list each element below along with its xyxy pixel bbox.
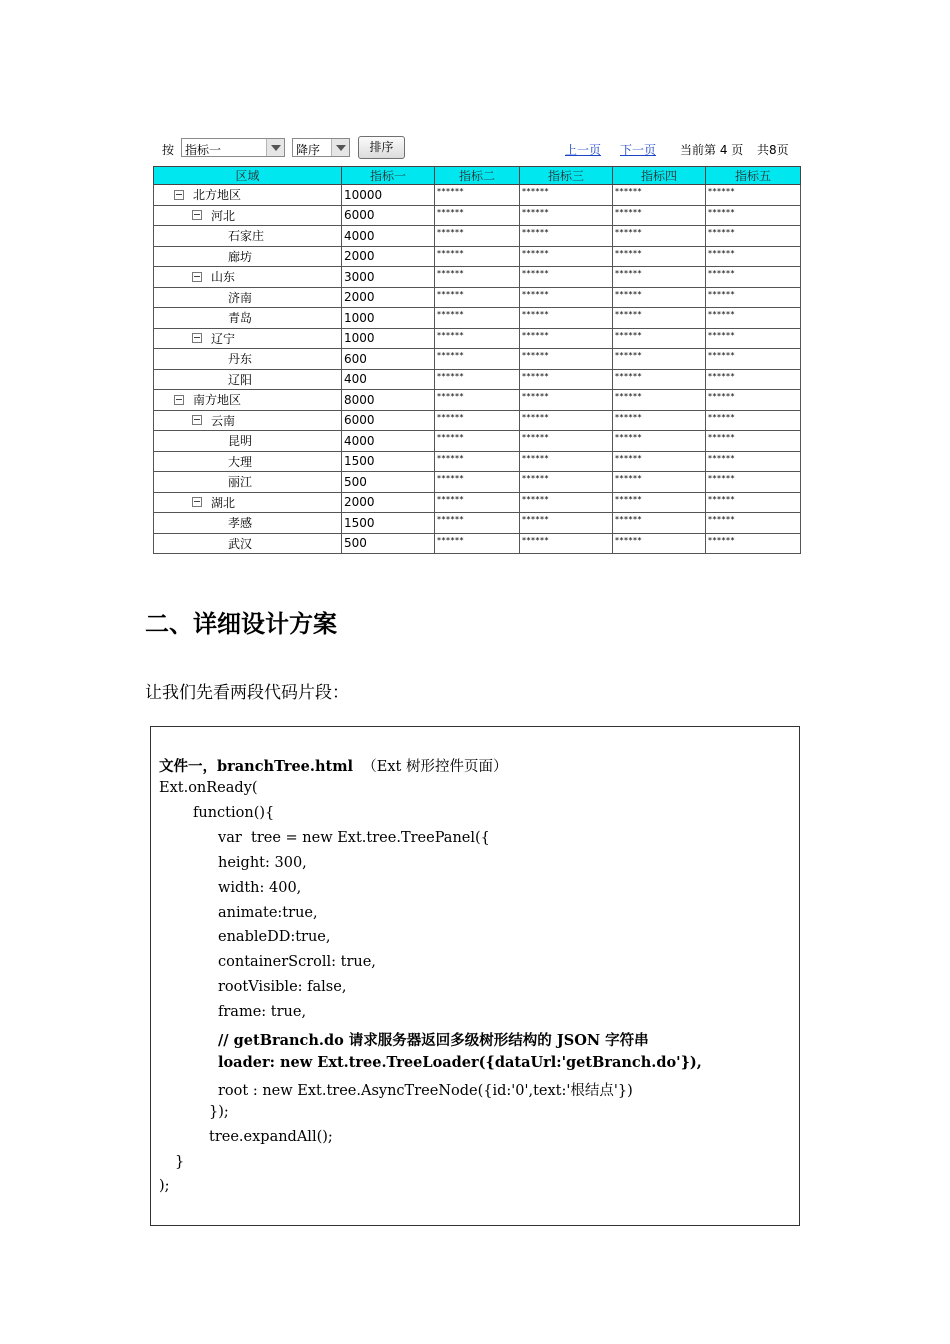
metric-cell: ****** (520, 349, 613, 370)
section-heading: 二、详细设计方案 (145, 609, 337, 638)
table-row[interactable] (154, 349, 801, 370)
code-line: var tree = new Ext.tree.TreePanel({ (218, 829, 490, 846)
metric-cell: ****** (706, 226, 801, 247)
metric-cell: ****** (435, 349, 520, 370)
metric-cell: ****** (706, 349, 801, 370)
sort-field-value: 指标一 (185, 143, 222, 157)
region-cell[interactable] (154, 246, 342, 267)
collapse-toggle-icon[interactable] (192, 333, 202, 343)
metric-cell: ****** (706, 492, 801, 513)
collapse-toggle-icon[interactable] (192, 272, 202, 282)
metric-cell: ****** (613, 205, 706, 226)
region-name: 云南 (211, 413, 236, 428)
metric-cell: ****** (613, 431, 706, 452)
metric-cell: ****** (613, 185, 706, 206)
metric-cell: 4000 (342, 226, 435, 247)
column-header[interactable]: 指标二 (435, 167, 520, 185)
region-cell[interactable] (154, 369, 342, 390)
metric-cell: ****** (435, 287, 520, 308)
metric-cell: ****** (435, 451, 520, 472)
region-cell[interactable] (154, 205, 342, 226)
region-cell[interactable] (154, 472, 342, 493)
metric-cell: ****** (520, 533, 613, 554)
metric-cell: ****** (520, 267, 613, 288)
tree-grid (153, 166, 801, 554)
metric-cell: ****** (435, 308, 520, 329)
code-line: containerScroll: true, (218, 954, 376, 971)
metric-cell: ****** (520, 287, 613, 308)
metric-cell: ****** (706, 513, 801, 534)
column-header[interactable]: 指标四 (613, 167, 706, 185)
code-line: animate:true, (218, 904, 318, 921)
metric-cell: ****** (435, 513, 520, 534)
metric-cell: ****** (613, 287, 706, 308)
collapse-toggle-icon[interactable] (192, 415, 202, 425)
metric-cell: 3000 (342, 267, 435, 288)
region-name: 大理 (228, 454, 253, 469)
region-cell[interactable] (154, 410, 342, 431)
metric-cell: ****** (435, 267, 520, 288)
collapse-toggle-icon[interactable] (174, 190, 184, 200)
metric-cell: ****** (613, 390, 706, 411)
column-header[interactable]: 指标五 (706, 167, 801, 185)
metric-cell: ****** (520, 492, 613, 513)
metric-cell: 2000 (342, 492, 435, 513)
metric-cell: ****** (520, 205, 613, 226)
metric-cell: ****** (706, 246, 801, 267)
metric-cell: ****** (435, 533, 520, 554)
table-row[interactable] (154, 390, 801, 411)
metric-cell: ****** (520, 513, 613, 534)
metric-cell: 8000 (342, 390, 435, 411)
region-name: 青岛 (228, 311, 253, 326)
region-cell[interactable] (154, 431, 342, 452)
metric-cell: 500 (342, 472, 435, 493)
code-line: tree.expandAll(); (209, 1128, 333, 1145)
region-cell[interactable] (154, 267, 342, 288)
region-cell[interactable] (154, 308, 342, 329)
metric-cell: 1000 (342, 308, 435, 329)
region-cell[interactable] (154, 226, 342, 247)
metric-cell: 1500 (342, 513, 435, 534)
metric-cell: ****** (613, 533, 706, 554)
table-row[interactable] (154, 205, 801, 226)
metric-cell: ****** (520, 185, 613, 206)
metric-cell: ****** (520, 390, 613, 411)
table-row[interactable] (154, 513, 801, 534)
metric-cell: ****** (435, 431, 520, 452)
metric-cell: 1000 (342, 328, 435, 349)
region-cell[interactable] (154, 492, 342, 513)
code-line: height: 300, (218, 854, 307, 871)
code-line: root : new Ext.tree.AsyncTreeNode({id:'0',text:'根结点'}) (218, 1082, 633, 1099)
metric-cell: ****** (706, 410, 801, 431)
metric-cell: ****** (706, 533, 801, 554)
code-title-file: 文件一，branchTree.html (159, 758, 354, 775)
region-cell[interactable] (154, 533, 342, 554)
region-cell[interactable] (154, 451, 342, 472)
metric-cell: 1500 (342, 451, 435, 472)
chevron-down-icon[interactable] (331, 139, 349, 156)
metric-cell: ****** (706, 431, 801, 452)
column-header[interactable]: 指标一 (342, 167, 435, 185)
metric-cell: ****** (435, 205, 520, 226)
metric-cell: ****** (706, 451, 801, 472)
region-name: 石家庄 (228, 229, 265, 244)
metric-cell: ****** (520, 410, 613, 431)
code-line: frame: true, (218, 1004, 307, 1021)
table-row[interactable] (154, 472, 801, 493)
table-row[interactable] (154, 431, 801, 452)
sort-button[interactable]: 排序 (358, 136, 405, 159)
metric-cell: ****** (613, 267, 706, 288)
metric-cell: ****** (435, 410, 520, 431)
region-name: 山东 (211, 270, 236, 285)
metric-cell: ****** (706, 267, 801, 288)
metric-cell: 4000 (342, 431, 435, 452)
metric-cell: ****** (706, 390, 801, 411)
metric-cell: ****** (520, 226, 613, 247)
metric-cell: ****** (435, 369, 520, 390)
metric-cell: ****** (435, 226, 520, 247)
metric-cell: ****** (520, 431, 613, 452)
metric-cell: ****** (613, 513, 706, 534)
grid-toolbar (160, 136, 800, 160)
column-header[interactable]: 指标三 (520, 167, 613, 185)
table-row[interactable] (154, 410, 801, 431)
metric-cell: ****** (520, 246, 613, 267)
table-row[interactable] (154, 308, 801, 329)
table-row[interactable] (154, 287, 801, 308)
collapse-toggle-icon[interactable] (174, 395, 184, 405)
region-cell[interactable] (154, 328, 342, 349)
region-cell[interactable] (154, 513, 342, 534)
code-line: // getBranch.do 请求服务器返回多级树形结构的 JSON 字符串 (218, 1032, 649, 1049)
region-name: 丹东 (228, 352, 253, 367)
table-row[interactable] (154, 451, 801, 472)
code-line: Ext.onReady( (159, 780, 258, 796)
metric-cell: ****** (613, 492, 706, 513)
table-row[interactable] (154, 533, 801, 554)
metric-cell: 400 (342, 369, 435, 390)
region-name: 湖北 (211, 495, 236, 510)
metric-cell: ****** (613, 246, 706, 267)
metric-cell: ****** (706, 328, 801, 349)
metric-cell: ****** (706, 472, 801, 493)
region-name: 济南 (228, 290, 253, 305)
table-row[interactable] (154, 369, 801, 390)
intro-paragraph: 让我们先看两段代码片段： (145, 683, 349, 703)
metric-cell: ****** (706, 287, 801, 308)
metric-cell: ****** (520, 308, 613, 329)
metric-cell: ****** (706, 369, 801, 390)
metric-cell: ****** (613, 328, 706, 349)
region-name: 河北 (211, 208, 236, 223)
metric-cell: ****** (706, 308, 801, 329)
metric-cell: ****** (435, 328, 520, 349)
code-block (150, 726, 800, 1226)
current-page-text: 当前第 4 页 (680, 143, 744, 157)
metric-cell: ****** (613, 308, 706, 329)
region-name: 孝感 (228, 516, 253, 531)
metric-cell: ****** (520, 369, 613, 390)
table-row[interactable] (154, 492, 801, 513)
region-cell[interactable] (154, 185, 342, 206)
code-line: }); (209, 1103, 229, 1120)
sort-field-select[interactable] (181, 138, 285, 157)
metric-cell: ****** (706, 185, 801, 206)
table-row[interactable] (154, 185, 801, 206)
region-cell[interactable] (154, 349, 342, 370)
collapse-toggle-icon[interactable] (192, 497, 202, 507)
region-cell[interactable] (154, 287, 342, 308)
next-page-link[interactable]: 下一页 (620, 143, 657, 157)
metric-cell: ****** (613, 472, 706, 493)
table-row[interactable] (154, 226, 801, 247)
region-name: 辽阳 (228, 372, 253, 387)
sort-by-label: 按 (162, 143, 175, 157)
code-title-note: （Ext 树形控件页面） (362, 759, 508, 775)
code-line: loader: new Ext.tree.TreeLoader({dataUrl:'getBranch.do'}), (218, 1053, 702, 1071)
prev-page-link[interactable]: 上一页 (565, 143, 602, 157)
code-line: function(){ (193, 804, 275, 821)
metric-cell: ****** (435, 492, 520, 513)
region-name: 辽宁 (211, 331, 236, 346)
metric-cell: ****** (706, 205, 801, 226)
code-line: ); (159, 1178, 170, 1195)
metric-cell: 10000 (342, 185, 435, 206)
metric-cell: 2000 (342, 287, 435, 308)
metric-cell: ****** (435, 246, 520, 267)
metric-cell: ****** (613, 369, 706, 390)
code-line: rootVisible: false, (218, 979, 347, 996)
sort-order-select[interactable] (292, 138, 350, 157)
sort-order-value: 降序 (296, 143, 321, 157)
code-line: width: 400, (218, 879, 302, 896)
table-row[interactable] (154, 267, 801, 288)
chevron-down-icon[interactable] (266, 139, 284, 156)
metric-cell: ****** (520, 328, 613, 349)
region-cell[interactable] (154, 390, 342, 411)
table-row[interactable] (154, 328, 801, 349)
total-pages-text: 共8页 (757, 143, 789, 157)
metric-cell: ****** (613, 451, 706, 472)
table-row[interactable] (154, 246, 801, 267)
collapse-toggle-icon[interactable] (192, 210, 202, 220)
metric-cell: ****** (435, 472, 520, 493)
metric-cell: ****** (520, 451, 613, 472)
region-name: 廊坊 (228, 249, 253, 264)
code-line: } (175, 1153, 185, 1170)
metric-cell: ****** (613, 226, 706, 247)
region-name: 昆明 (228, 434, 253, 449)
grid-body (154, 185, 801, 554)
region-name: 北方地区 (193, 188, 242, 203)
region-name: 丽江 (228, 475, 253, 490)
metric-cell: ****** (613, 410, 706, 431)
metric-cell: 6000 (342, 205, 435, 226)
code-line: enableDD:true, (218, 929, 331, 946)
region-name: 南方地区 (193, 393, 242, 408)
metric-cell: ****** (435, 390, 520, 411)
metric-cell: 500 (342, 533, 435, 554)
metric-cell: ****** (613, 349, 706, 370)
code-title (159, 755, 507, 776)
region-name: 武汉 (228, 536, 253, 551)
grid-header-row (154, 167, 801, 185)
metric-cell: ****** (435, 185, 520, 206)
column-header[interactable]: 区域 (154, 167, 342, 185)
metric-cell: 600 (342, 349, 435, 370)
metric-cell: 2000 (342, 246, 435, 267)
metric-cell: 6000 (342, 410, 435, 431)
metric-cell: ****** (520, 472, 613, 493)
